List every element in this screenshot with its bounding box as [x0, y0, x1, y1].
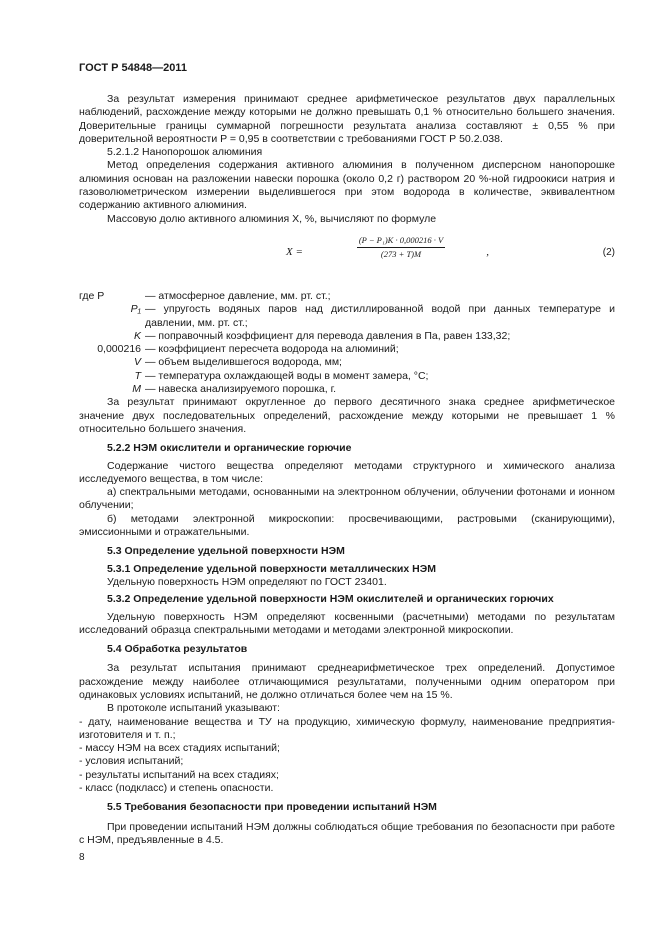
where-row [79, 356, 615, 369]
formula-fraction [311, 234, 491, 261]
where-symbol: P₁ [130, 303, 141, 316]
where-row [79, 370, 615, 383]
paragraph-rounding: За результат принимают округленное до первого десятичного знака среднее арифметическое значение двух последовательных определений, расхождение между которыми не превышает 1 % относительно большего значения. [79, 396, 615, 435]
paragraph-formula-intro: Массовую долю активного алюминия X, %, вычисляют по формуле [107, 212, 437, 225]
where-row [79, 343, 615, 356]
paragraph-surface-oxidizers: Удельную поверхность НЭМ определяют косвенными (расчетными) методами по результатам исследований образца спектральными методами и методами электронной микроскопии. [79, 610, 615, 636]
where-symbol: M [132, 383, 141, 396]
section-5-3-1-heading: 5.3.1 Определение удельной поверхности металлических НЭМ [107, 562, 436, 575]
list-item: - результаты испытаний на всех стадиях; [79, 768, 279, 781]
where-row [79, 383, 615, 396]
section-5-3-heading: 5.3 Определение удельной поверхности НЭМ [107, 545, 345, 558]
page-number: 8 [79, 852, 85, 863]
document-header: ГОСТ Р 54848—2011 [79, 62, 187, 74]
where-symbol: V [133, 356, 141, 369]
formula-number: (2) [602, 246, 615, 258]
document-body [79, 93, 615, 847]
paragraph-surface-metal: Удельную поверхность НЭМ определяют по ГОСТ 23401. [107, 575, 387, 588]
paragraph-safety: При проведении испытаний НЭМ должны соблюдаться общие требования по безопасности при работе с НЭМ, предъявленные в 4.5. [79, 820, 615, 846]
where-description: — атмосферное давление, мм. рт. ст.; [145, 289, 331, 302]
list-item: - условия испытаний; [79, 755, 184, 768]
where-description: — объем выделившегося водорода, мм; [145, 356, 342, 369]
where-symbol: T [134, 369, 141, 382]
list-item: - дату, наименование вещества и ТУ на продукцию, химическую формулу, наименование предприятия-изготовителя и т. п.; [79, 715, 615, 741]
list-item-b: б) методами электронной микроскопии: просвечивающими, растровыми (сканирующими), эмиссионными и отражательными. [79, 512, 615, 539]
where-symbol: 0,000216 [97, 343, 141, 356]
where-row [79, 290, 615, 303]
where-row [79, 330, 615, 343]
paragraph-pure-substance: Содержание чистого вещества определяют методами структурного и химического анализа исследуемого вещества, в том числе: [79, 459, 615, 485]
list-item-a: а) спектральными методами, основанными на электронном облучении, облучении фотонами и ионном облучении; [79, 486, 615, 512]
where-description: — поправочный коэффициент для перевода давления в Па, равен 133,32; [145, 329, 511, 342]
section-5-2-1-2-heading: 5.2.1.2 Нанопорошок алюминия [107, 146, 263, 159]
paragraph-result-processing: За результат испытания принимают среднеарифметическое трех определений. Допустимое расхождение между наиболее отличающимися результатами, полученными одним оператором при одинаковых условиях испытаний, не должно отличаться более чем на 15 %. [79, 662, 615, 701]
formula-comma: , [486, 245, 489, 258]
formula-2 [79, 234, 615, 274]
list-item: - массу НЭМ на всех стадиях испытаний; [79, 742, 280, 755]
where-symbol: где P [79, 289, 105, 302]
formula-numerator: (P − P₁)K · 0,000216 · V [357, 235, 445, 248]
where-description: — навеска анализируемого порошка, г. [145, 383, 337, 396]
protocol-list [79, 716, 615, 796]
where-row [79, 303, 615, 330]
where-symbol: K [133, 329, 141, 342]
where-description: — упругость водяных паров над дистиллированной водой при данных температуре и давлении, мм. рт. ст.; [145, 303, 615, 329]
section-5-2-2-heading: 5.2.2 НЭМ окислители и органические горючие [107, 442, 352, 455]
section-5-4-heading: 5.4 Обработка результатов [107, 643, 248, 656]
where-description: — коэффициент пересчета водорода на алюминий; [145, 343, 399, 356]
formula-denominator: (273 + T)M [380, 248, 422, 259]
paragraph-protocol-intro: В протоколе испытаний указывают: [107, 702, 280, 715]
paragraph-measurement-result: За результат измерения принимают среднее арифметическое результатов двух параллельных наблюдений, расхождение между которыми не должно превышать 0,1 % относительно большего значения. Доверительные границы суммарной погрешности результата анализа составляют ± 0,55 % при доверительной вероятности P = 0,95 в соответствии с требованиями ГОСТ Р 50.2.038. [79, 93, 615, 145]
section-5-5-heading: 5.5 Требования безопасности при проведении испытаний НЭМ [107, 801, 437, 814]
section-5-3-2-heading: 5.3.2 Определение удельной поверхности НЭМ окислителей и органических горючих [107, 593, 554, 606]
list-item: - класс (подкласс) и степень опасности. [79, 782, 274, 795]
where-list [79, 290, 615, 396]
paragraph-method: Метод определения содержания активного алюминия в полученном дисперсном нанопорошке алюминия основан на разложении навески порошка (около 0,2 г) раствором 20 %-ной гидроокиси натрия и газоволюметрическом измерении выделившегося при этом водорода в количестве, эквивалентном содержанию активного алюминия. [79, 159, 615, 212]
where-description: — температура охлаждающей воды в момент замера, °C; [145, 369, 429, 382]
formula-lhs: X = [286, 245, 303, 258]
